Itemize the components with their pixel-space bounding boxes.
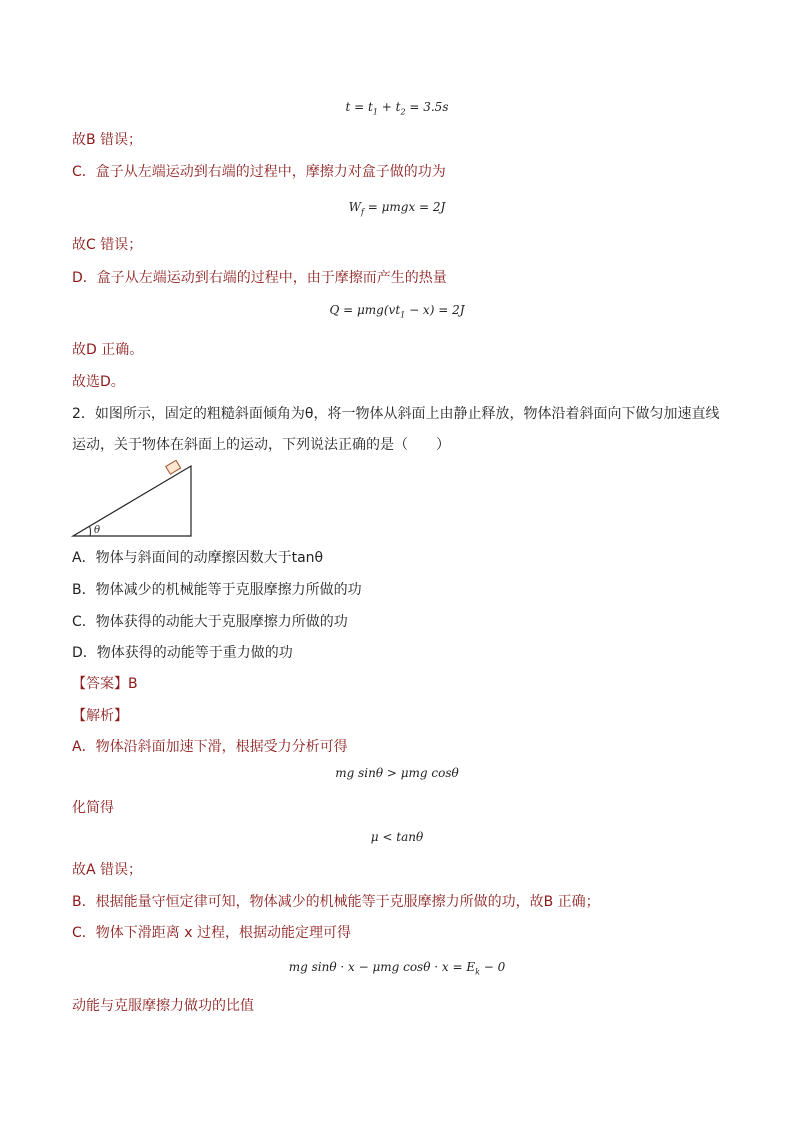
analysis-a-line: A．物体沿斜面加速下滑，根据受力分析可得 — [72, 739, 348, 755]
question-2-line-2: 运动，关于物体在斜面上的运动，下列说法正确的是（ ） — [72, 437, 450, 453]
option-b: B．物体减少的机械能等于克服摩擦力所做的功 — [72, 582, 362, 598]
analysis-heading: 【解析】 — [72, 708, 128, 724]
block-on-incline — [166, 460, 181, 474]
analysis-c-line: C．物体下滑距离 x 过程，根据动能定理可得 — [72, 925, 351, 941]
equation-friction-work: $W_f = \mu mgx = 2J$ — [348, 200, 446, 217]
analysis-b-line: B．根据能量守恒定律可知，物体减少的机械能等于克服摩擦力所做的功，故B 正确； — [72, 894, 600, 910]
c-option-text: C．盒子从左端运动到右端的过程中，摩擦力对盒子做的功为 — [72, 164, 446, 180]
a-wrong-line: 故A 错误； — [72, 862, 143, 878]
incline-triangle — [73, 466, 191, 536]
equation-heat: $Q = \mu mg(vt_1 - x) = 2J$ — [329, 303, 465, 320]
theta-label: θ — [94, 525, 101, 536]
c-wrong-line: 故C 错误； — [72, 237, 143, 253]
answer-line: 【答案】B — [72, 676, 138, 692]
option-c: C．物体获得的动能大于克服摩擦力所做的功 — [72, 614, 348, 630]
d-option-text: D．盒子从左端运动到右端的过程中，由于摩擦而产生的热量 — [72, 270, 447, 286]
ratio-line: 动能与克服摩擦力做功的比值 — [72, 998, 254, 1014]
option-a: A．物体与斜面间的动摩擦因数大于tanθ — [72, 550, 324, 566]
equation-mu: μ < tanθ — [370, 830, 424, 844]
equation-total-time: $t = t_1 + t_2 = 3.5s$ — [345, 100, 449, 117]
equation-force: mg sinθ > μmg cosθ — [335, 766, 459, 780]
b-wrong-line: 故B 错误； — [72, 132, 143, 148]
equation-energy: mg sinθ · x − μmg $\cos\theta \cdot x = E_k - 0$ — [288, 960, 506, 977]
simplify-line: 化简得 — [72, 800, 114, 816]
option-d: D．物体获得的动能等于重力做的功 — [72, 645, 293, 661]
choose-d-line: 故选D。 — [72, 374, 125, 390]
incline-figure — [70, 458, 196, 540]
angle-arc — [90, 527, 91, 537]
d-correct-line: 故D 正确。 — [72, 342, 144, 358]
question-2-line-1: 2．如图所示，固定的粗糙斜面倾角为θ，将一物体从斜面上由静止释放，物体沿着斜面向下做匀加速直线 — [72, 406, 720, 422]
